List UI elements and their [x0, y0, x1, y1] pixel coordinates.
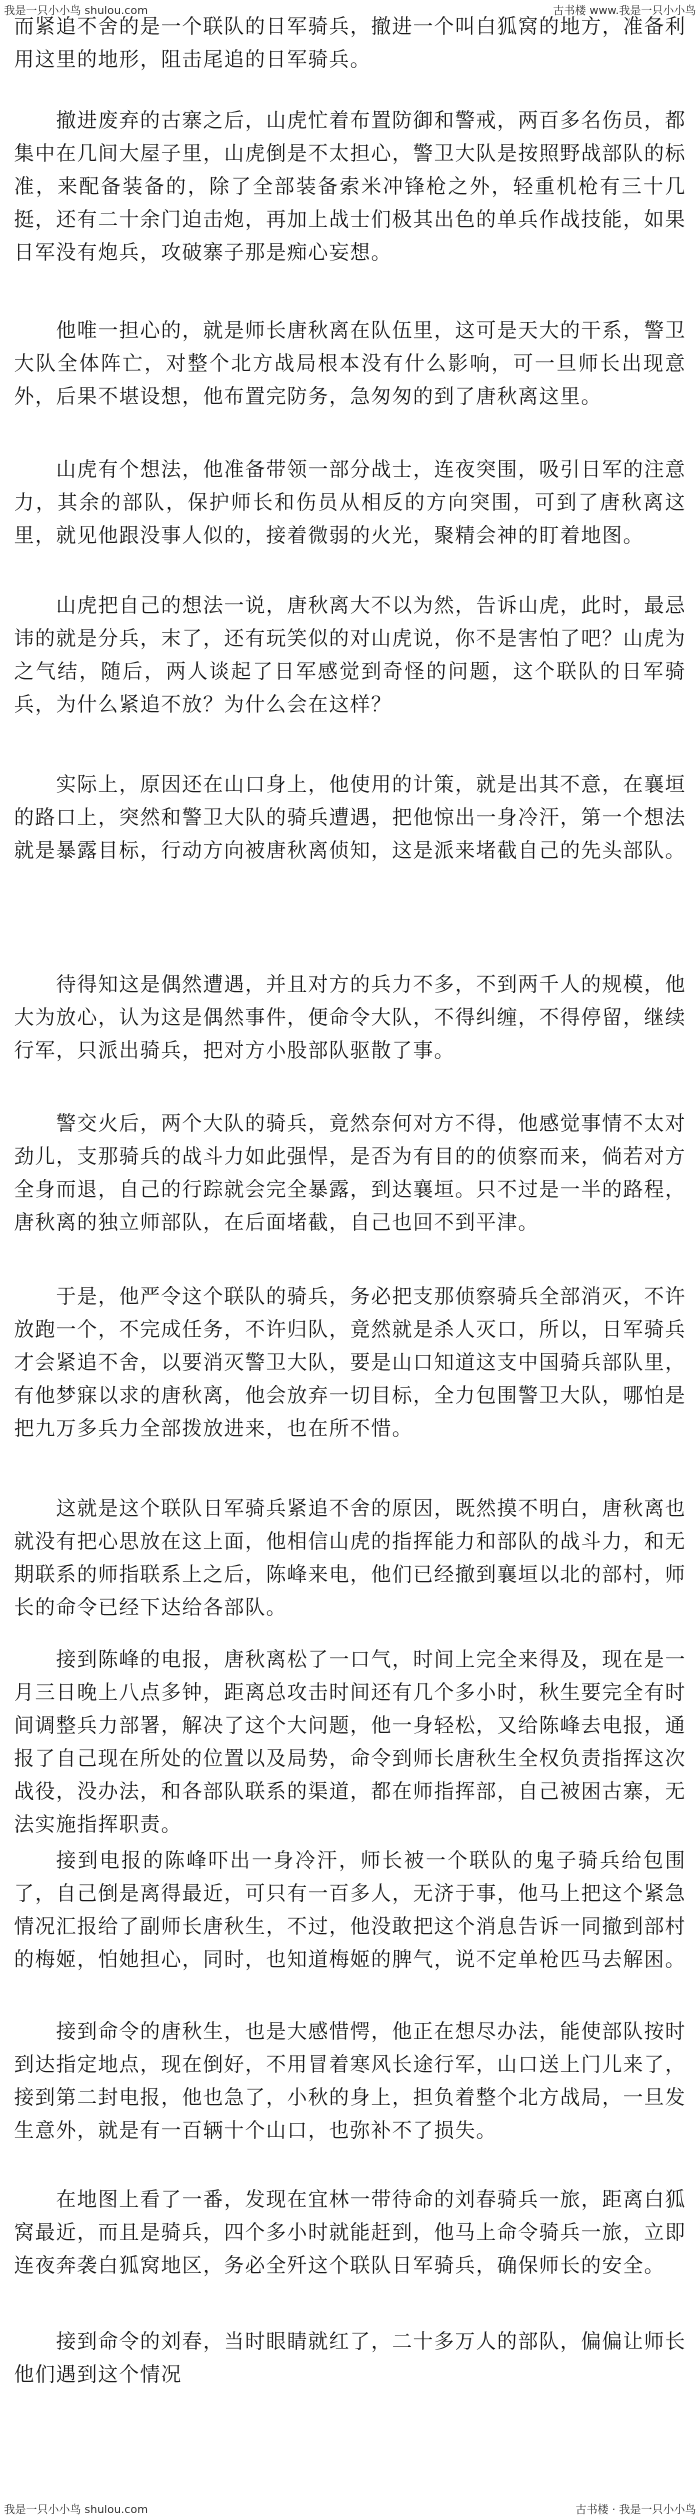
paragraph-7: 待得知这是偶然遭遇，并且对方的兵力不多，不到两千人的规模，他大为放心，认为这是偶然事件，便命令大队，不得纠缠，不得停留，继续行军，只派出骑兵，把对方小股部队驱散了事。: [14, 972, 686, 1062]
paragraph-3: 他唯一担心的，就是师长唐秋离在队伍里，这可是天大的干系，警卫大队全体阵亡，对整个北方战局根本没有什么影响，可一旦师长出现意外，后果不堪设想，他布置完防务，急匆匆的到了唐秋离这里。: [14, 318, 686, 408]
footer-left-text: 我是一只小小鸟 shulou.com: [4, 2503, 148, 2516]
header-left-text: 我是一只小小鸟 shulou.com: [4, 4, 148, 17]
paragraph-14: 在地图上看了一番，发现在宜林一带待命的刘春骑兵一旅，距离白狐窝最近，而且是骑兵，四个多小时就能赶到，他马上命令骑兵一旅，立即连夜奔袭白狐窝地区，务必全歼这个联队日军骑兵，确保师长的安全。: [14, 2187, 686, 2277]
paragraph-2: 撤进废弃的古寨之后，山虎忙着布置防御和警戒，两百多名伤员，都集中在几间大屋子里，山虎倒是不太担心，警卫大队是按照野战部队的标准，来配备装备的，除了全部装备索米冲锋枪之外，轻重机枪有三十几挺，还有二十余门迫击炮，再加上战士们极其出色的单兵作战技能，如果日军没有炮兵，攻破寨子那是痴心妄想。: [14, 108, 686, 264]
paragraph-15: 接到命令的刘春，当时眼睛就红了，二十多万人的部队，偏偏让师长他们遇到这个情况: [14, 2329, 686, 2386]
paragraph-13: 接到命令的唐秋生，也是大感惜愕，他正在想尽办法，能使部队按时到达指定地点，现在倒好，不用冒着寒风长途行军，山口送上门儿来了，接到第二封电报，他也急了，小秋的身上，担负着整个北方战局，一旦发生意外，就是有一百辆十个山口，也弥补不了损失。: [14, 2019, 686, 2142]
paragraph-9: 于是，他严令这个联队的骑兵，务必把支那侦察骑兵全部消灭，不许放跑一个，不完成任务，不许归队，竟然就是杀人灭口，所以，日军骑兵才会紧追不舍，以要消灭警卫大队，要是山口知道这支中国骑兵部队里，有他梦寐以求的唐秋离，他会放弃一切目标，全力包围警卫大队，哪怕是把九万多兵力全部拨放进来，也在所不惜。: [14, 1284, 686, 1440]
paragraph-8: 警交火后，两个大队的骑兵，竟然奈何对方不得，他感觉事情不太对劲儿，支那骑兵的战斗力如此强悍，是否为有目的的侦察而来，倘若对方全身而退，自己的行踪就会完全暴露，到达襄垣。只不过是一半的路程，唐秋离的独立师部队，在后面堵截，自己也回不到平津。: [14, 1111, 686, 1234]
paragraph-4: 山虎有个想法，他准备带领一部分战士，连夜突围，吸引日军的注意力，其余的部队，保护师长和伤员从相反的方向突围，可到了唐秋离这里，就见他跟没事人似的，接着微弱的火光，聚精会神的盯着地图。: [14, 457, 686, 547]
paragraph-1: 而紧追不舍的是一个联队的日军骑兵，撤进一个叫白狐窝的地方，准备利用这里的地形，阻击尾追的日军骑兵。: [14, 14, 686, 71]
paragraph-10: 这就是这个联队日军骑兵紧追不舍的原因，既然摸不明白，唐秋离也就没有把心思放在这上面，他相信山虎的指挥能力和部队的战斗力，和无期联系的师指联系上之后，陈峰来电，他们已经撤到襄垣以北的部村，师长的命令已经下达给各部队。: [14, 1496, 686, 1619]
paragraph-5: 山虎把自己的想法一说，唐秋离大不以为然，告诉山虎，此时，最忌讳的就是分兵，末了，还有玩笑似的对山虎说，你不是害怕了吧？山虎为之气结，随后，两人谈起了日军感觉到奇怪的问题，这个联队的日军骑兵，为什么紧追不放？为什么会在这样？: [14, 593, 686, 716]
paragraph-12: 接到电报的陈峰吓出一身冷汗，师长被一个联队的鬼子骑兵给包围了，自己倒是离得最近，可只有一百多人，无济于事，他马上把这个紧急情况汇报给了副师长唐秋生，不过，他没敢把这个消息告诉一同撤到部村的梅姬，怕她担心，同时，也知道梅姬的脾气，说不定单枪匹马去解困。: [14, 1848, 686, 1971]
footer-right-text: 古书楼 · 我是一只小小鸟: [575, 2503, 696, 2516]
page-footer: [0, 2502, 700, 2520]
header-right-text: 古书楼 www.我是一只小小鸟: [553, 4, 696, 17]
paragraph-11: 接到陈峰的电报，唐秋离松了一口气，时间上完全来得及，现在是一月三日晚上八点多钟，距离总攻击时间还有几个多小时，秋生要完全有时间调整兵力部署，解决了这个大问题，他一身轻松，又给陈峰去电报，通报了自己现在所处的位置以及局势，命令到师长唐秋生全权负责指挥这次战役，没办法，和各部队联系的渠道，都在师指挥部，自己被困古寨，无法实施指挥职责。: [14, 1647, 686, 1836]
paragraph-6: 实际上，原因还在山口身上，他使用的计策，就是出其不意，在襄垣的路口上，突然和警卫大队的骑兵遭遇，把他惊出一身冷汗，第一个想法就是暴露目标，行动方向被唐秋离侦知，这是派来堵截自己的先头部队。: [14, 772, 686, 862]
